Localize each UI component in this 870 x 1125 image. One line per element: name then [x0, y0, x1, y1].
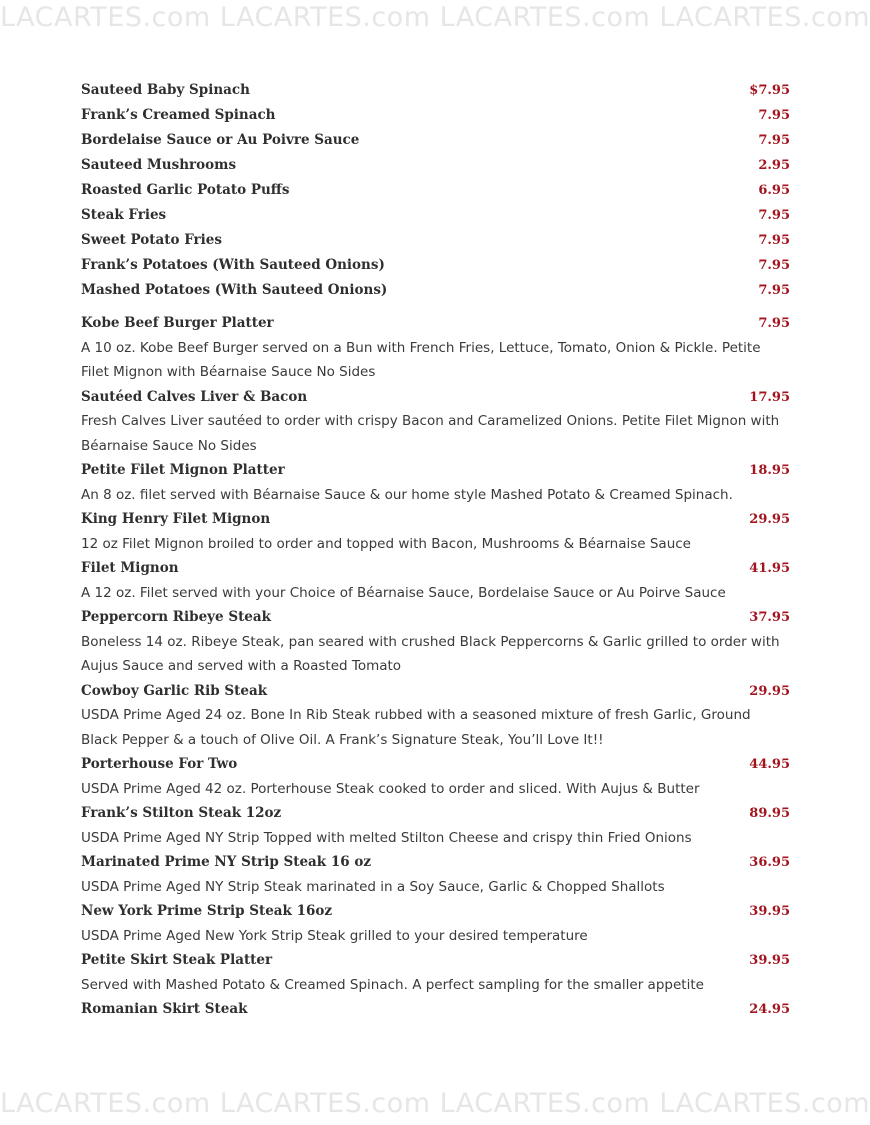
item-description: USDA Prime Aged NY Strip Steak marinated in a Soy Sauce, Garlic & Chopped Shallots [81, 878, 665, 895]
sides-list [81, 78, 790, 303]
watermark-bottom: LACARTES.com LACARTES.com LACARTES.com LACARTES.com [0, 1088, 870, 1119]
item-name: Marinated Prime NY Strip Steak 16 oz [81, 854, 371, 870]
item-description: USDA Prime Aged NY Strip Topped with melted Stilton Cheese and crispy thin Fried Onions [81, 829, 692, 846]
item-price: 44.95 [749, 757, 790, 772]
item-name: Steak Fries [81, 207, 167, 223]
menu-item [81, 997, 790, 1022]
item-description: An 8 oz. filet served with Béarnaise Sauce & our home style Mashed Potato & Creamed Spinach. [81, 486, 733, 503]
item-description: Fresh Calves Liver sautéed to order with crispy Bacon and Caramelized Onions. Petite Filet Mignon with Béarnaise Sauce No Sides [81, 413, 780, 454]
item-price: 39.95 [749, 953, 790, 968]
item-name: Cowboy Garlic Rib Steak [81, 682, 268, 699]
item-price: 89.95 [749, 806, 790, 821]
entrees-list [81, 311, 790, 1022]
item-description: USDA Prime Aged 42 oz. Porterhouse Steak cooked to order and sliced. With Aujus & Butter [81, 780, 700, 797]
item-name: Frank’s Potatoes (With Sauteed Onions) [81, 257, 385, 273]
item-name: Frank’s Stilton Steak 12oz [81, 805, 282, 821]
item-name: Frank’s Creamed Spinach [81, 107, 276, 123]
menu-item [81, 801, 790, 850]
item-name: Sautéed Calves Liver & Bacon [81, 388, 308, 405]
item-price: 6.95 [758, 183, 790, 198]
item-description: A 10 oz. Kobe Beef Burger served on a Bun with French Fries, Lettuce, Tomato, Onion & Pickle. Petite Filet Mignon with Béarnaise Sauce No Sides [81, 339, 761, 380]
item-description: Served with Mashed Potato & Creamed Spinach. A perfect sampling for the smaller appetite [81, 976, 704, 993]
item-price: 24.95 [749, 1002, 790, 1017]
item-price: 7.95 [758, 283, 790, 298]
item-name: Romanian Skirt Steak [81, 1001, 248, 1017]
item-name: Sauteed Baby Spinach [81, 82, 250, 98]
item-name: Filet Mignon [81, 560, 179, 576]
menu-item [81, 78, 790, 103]
item-name: Roasted Garlic Potato Puffs [81, 182, 290, 198]
menu-item [81, 128, 790, 153]
item-name: Mashed Potatoes (With Sauteed Onions) [81, 282, 388, 298]
item-price: 39.95 [749, 904, 790, 919]
item-price: 17.95 [749, 389, 790, 405]
menu-item [81, 253, 790, 278]
menu-item [81, 507, 790, 556]
item-price: 7.95 [758, 316, 790, 331]
item-price: 36.95 [749, 855, 790, 870]
item-price: 29.95 [749, 683, 790, 699]
section-gap [81, 303, 790, 311]
item-description: USDA Prime Aged 24 oz. Bone In Rib Steak rubbed with a seasoned mixture of fresh Garlic, Ground Black Pepper & a touch of Olive Oil. A Frank’s Signature Steak, You’ll Love It!! [81, 707, 751, 748]
item-description: A 12 oz. Filet served with your Choice of Béarnaise Sauce, Bordelaise Sauce or Au Poirve Sauce [81, 584, 726, 601]
item-name: Kobe Beef Burger Platter [81, 315, 274, 331]
item-description: USDA Prime Aged New York Strip Steak grilled to your desired temperature [81, 927, 588, 944]
item-name: Petite Skirt Steak Platter [81, 952, 273, 968]
menu-item [81, 153, 790, 178]
item-price: 7.95 [758, 133, 790, 148]
menu-item [81, 103, 790, 128]
item-price: 7.95 [758, 108, 790, 123]
menu-item [81, 278, 790, 303]
item-price: 2.95 [758, 158, 790, 173]
menu-item [81, 948, 790, 997]
item-description: 12 oz Filet Mignon broiled to order and topped with Bacon, Mushrooms & Béarnaise Sauce [81, 535, 691, 552]
menu-item [81, 850, 790, 899]
menu-item [81, 605, 790, 679]
watermark-top: LACARTES.com LACARTES.com LACARTES.com LACARTES.com [0, 2, 870, 33]
menu-item [81, 679, 790, 753]
item-name: New York Prime Strip Steak 16oz [81, 903, 333, 919]
item-price: 7.95 [758, 208, 790, 223]
item-price: 41.95 [749, 561, 790, 576]
menu-item [81, 458, 790, 507]
item-name: King Henry Filet Mignon [81, 511, 271, 527]
menu-item [81, 556, 790, 605]
item-price: 7.95 [758, 258, 790, 273]
item-name: Peppercorn Ribeye Steak [81, 609, 271, 625]
menu-page [81, 78, 790, 1022]
item-name: Sauteed Mushrooms [81, 157, 237, 173]
item-name: Porterhouse For Two [81, 756, 238, 772]
item-price: 37.95 [749, 610, 790, 625]
menu-item [81, 899, 790, 948]
menu-item [81, 178, 790, 203]
menu-item [81, 228, 790, 253]
item-price: 29.95 [749, 512, 790, 527]
item-name: Petite Filet Mignon Platter [81, 462, 285, 478]
menu-item [81, 203, 790, 228]
item-price: 7.95 [758, 233, 790, 248]
item-price: $7.95 [749, 83, 790, 98]
menu-item [81, 752, 790, 801]
menu-item [81, 385, 790, 459]
menu-item [81, 311, 790, 385]
item-name: Bordelaise Sauce or Au Poivre Sauce [81, 132, 360, 148]
item-description: Boneless 14 oz. Ribeye Steak, pan seared with crushed Black Peppercorns & Garlic grilled to order with Aujus Sauce and served with a Roasted Tomato [81, 633, 780, 674]
item-name: Sweet Potato Fries [81, 232, 222, 248]
item-price: 18.95 [749, 463, 790, 478]
